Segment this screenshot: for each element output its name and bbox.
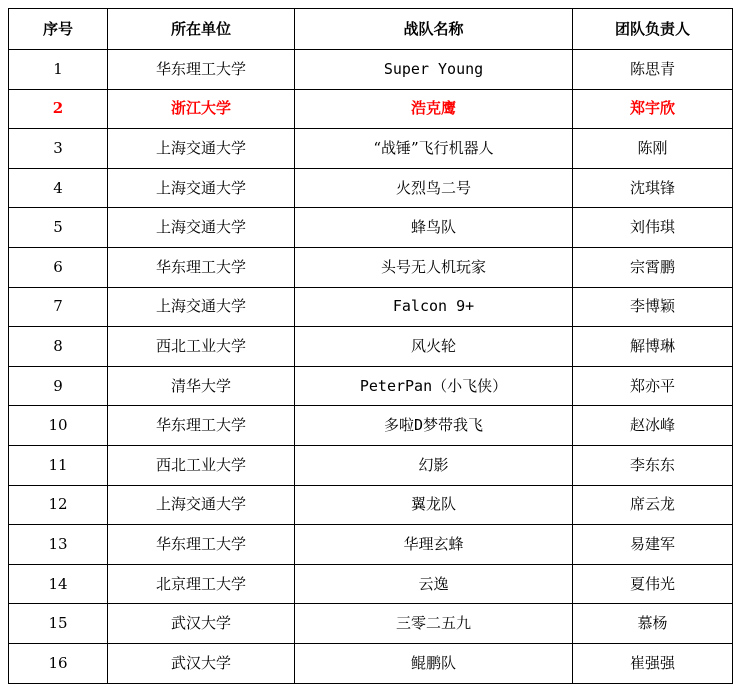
cell-no: 10 xyxy=(9,406,108,446)
cell-no: 14 xyxy=(9,564,108,604)
cell-unit: 上海交通大学 xyxy=(108,485,295,525)
cell-leader: 陈思青 xyxy=(573,50,733,90)
cell-no: 8 xyxy=(9,327,108,367)
cell-no: 2 xyxy=(9,89,108,129)
cell-leader: 沈琪锋 xyxy=(573,168,733,208)
table-row xyxy=(9,287,733,327)
cell-team: “战锤”飞行机器人 xyxy=(295,129,573,169)
table-row xyxy=(9,406,733,446)
table-row xyxy=(9,485,733,525)
cell-no: 3 xyxy=(9,129,108,169)
cell-unit: 清华大学 xyxy=(108,366,295,406)
table-row xyxy=(9,89,733,129)
cell-team: 火烈鸟二号 xyxy=(295,168,573,208)
table-row xyxy=(9,50,733,90)
cell-no: 12 xyxy=(9,485,108,525)
cell-leader: 夏伟光 xyxy=(573,564,733,604)
cell-no: 11 xyxy=(9,445,108,485)
cell-no: 7 xyxy=(9,287,108,327)
table-body xyxy=(9,50,733,684)
cell-team: 幻影 xyxy=(295,445,573,485)
cell-leader: 慕杨 xyxy=(573,604,733,644)
cell-no: 16 xyxy=(9,643,108,683)
cell-team: 多啦D梦带我飞 xyxy=(295,406,573,446)
cell-team: 浩克鹰 xyxy=(295,89,573,129)
cell-team: 鲲鹏队 xyxy=(295,643,573,683)
cell-team: 三零二五九 xyxy=(295,604,573,644)
cell-unit: 华东理工大学 xyxy=(108,50,295,90)
cell-unit: 西北工业大学 xyxy=(108,327,295,367)
cell-leader: 崔强强 xyxy=(573,643,733,683)
cell-leader: 赵冰峰 xyxy=(573,406,733,446)
cell-team: Super Young xyxy=(295,50,573,90)
cell-leader: 解博琳 xyxy=(573,327,733,367)
cell-team: 云逸 xyxy=(295,564,573,604)
cell-leader: 李东东 xyxy=(573,445,733,485)
cell-leader: 席云龙 xyxy=(573,485,733,525)
cell-unit: 华东理工大学 xyxy=(108,247,295,287)
header-leader: 团队负责人 xyxy=(573,9,733,50)
cell-leader: 易建军 xyxy=(573,525,733,565)
cell-leader: 李博颖 xyxy=(573,287,733,327)
table-row xyxy=(9,366,733,406)
cell-leader: 刘伟琪 xyxy=(573,208,733,248)
table-header xyxy=(9,9,733,50)
cell-no: 5 xyxy=(9,208,108,248)
cell-unit: 北京理工大学 xyxy=(108,564,295,604)
table-row xyxy=(9,604,733,644)
header-team: 战队名称 xyxy=(295,9,573,50)
cell-leader: 宗霄鹏 xyxy=(573,247,733,287)
cell-unit: 武汉大学 xyxy=(108,604,295,644)
cell-no: 15 xyxy=(9,604,108,644)
table-row xyxy=(9,327,733,367)
cell-unit: 上海交通大学 xyxy=(108,168,295,208)
table-row xyxy=(9,129,733,169)
table-row xyxy=(9,643,733,683)
cell-team: PeterPan（小飞侠） xyxy=(295,366,573,406)
table-row xyxy=(9,525,733,565)
cell-no: 9 xyxy=(9,366,108,406)
cell-no: 1 xyxy=(9,50,108,90)
cell-unit: 上海交通大学 xyxy=(108,287,295,327)
cell-team: 蜂鸟队 xyxy=(295,208,573,248)
table-row xyxy=(9,564,733,604)
table-row xyxy=(9,445,733,485)
table-row xyxy=(9,168,733,208)
cell-leader: 郑宇欣 xyxy=(573,89,733,129)
table-row xyxy=(9,247,733,287)
cell-leader: 郑亦平 xyxy=(573,366,733,406)
header-no: 序号 xyxy=(9,9,108,50)
cell-no: 4 xyxy=(9,168,108,208)
cell-no: 13 xyxy=(9,525,108,565)
cell-unit: 武汉大学 xyxy=(108,643,295,683)
cell-team: 翼龙队 xyxy=(295,485,573,525)
cell-team: 风火轮 xyxy=(295,327,573,367)
header-row xyxy=(9,9,733,50)
cell-no: 6 xyxy=(9,247,108,287)
cell-team: Falcon 9+ xyxy=(295,287,573,327)
cell-unit: 西北工业大学 xyxy=(108,445,295,485)
cell-unit: 华东理工大学 xyxy=(108,525,295,565)
cell-unit: 浙江大学 xyxy=(108,89,295,129)
cell-team: 头号无人机玩家 xyxy=(295,247,573,287)
table-row xyxy=(9,208,733,248)
header-unit: 所在单位 xyxy=(108,9,295,50)
cell-leader: 陈刚 xyxy=(573,129,733,169)
cell-unit: 上海交通大学 xyxy=(108,129,295,169)
cell-team: 华理玄蜂 xyxy=(295,525,573,565)
cell-unit: 上海交通大学 xyxy=(108,208,295,248)
cell-unit: 华东理工大学 xyxy=(108,406,295,446)
team-table xyxy=(8,8,733,684)
